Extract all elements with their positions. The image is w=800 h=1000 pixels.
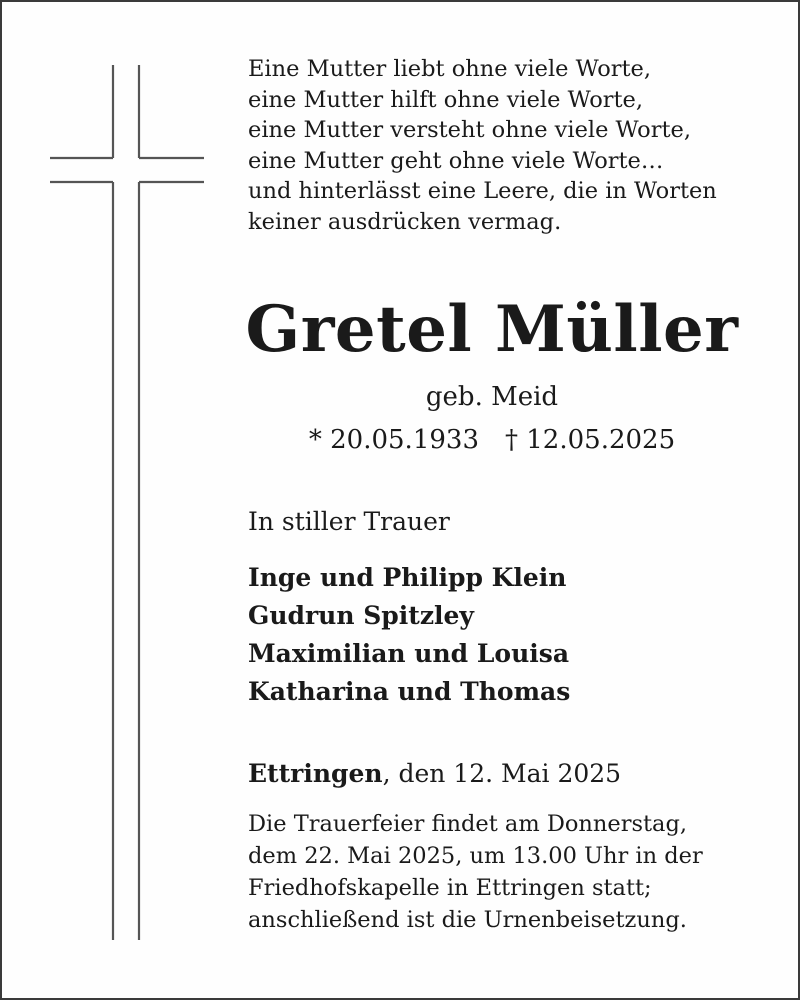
poem-line: keiner ausdrücken vermag. <box>248 208 562 235</box>
cross-icon <box>48 62 208 942</box>
poem-line: eine Mutter geht ohne viele Worte… <box>248 147 664 174</box>
poem-line: eine Mutter hilft ohne viele Worte, <box>248 86 644 113</box>
place-date <box>248 759 621 788</box>
mourning-intro: In stiller Trauer <box>248 507 450 536</box>
deceased-name: Gretel Müller <box>245 292 739 367</box>
poem-line: und hinterlässt eine Leere, die in Worten <box>248 178 717 204</box>
family-list <box>248 559 570 711</box>
family-member: Gudrun Spitzley <box>248 601 474 630</box>
funeral-info-line: Die Trauerfeier findet am Donnerstag, <box>248 811 688 837</box>
birth-date: * 20.05.1933 <box>308 425 479 455</box>
family-member: Inge und Philipp Klein <box>248 563 567 592</box>
poem <box>248 54 717 237</box>
place: Ettringen <box>248 759 383 788</box>
life-dates <box>2 425 800 455</box>
funeral-info-line: dem 22. Mai 2025, um 13.00 Uhr in der <box>248 843 703 869</box>
family-member: Maximilian und Louisa <box>248 639 570 668</box>
date: , den 12. Mai 2025 <box>382 759 622 788</box>
death-date: † 12.05.2025 <box>505 425 676 455</box>
family-member: Katharina und Thomas <box>248 677 571 706</box>
funeral-info-line: Friedhofskapelle in Ettringen statt; <box>248 875 652 901</box>
maiden-name: geb. Meid <box>425 382 559 412</box>
funeral-info <box>248 808 703 936</box>
poem-line: Eine Mutter liebt ohne viele Worte, <box>248 56 652 82</box>
funeral-info-line: anschließend ist die Urnenbeisetzung. <box>248 907 687 933</box>
poem-line: eine Mutter versteht ohne viele Worte, <box>248 117 691 143</box>
